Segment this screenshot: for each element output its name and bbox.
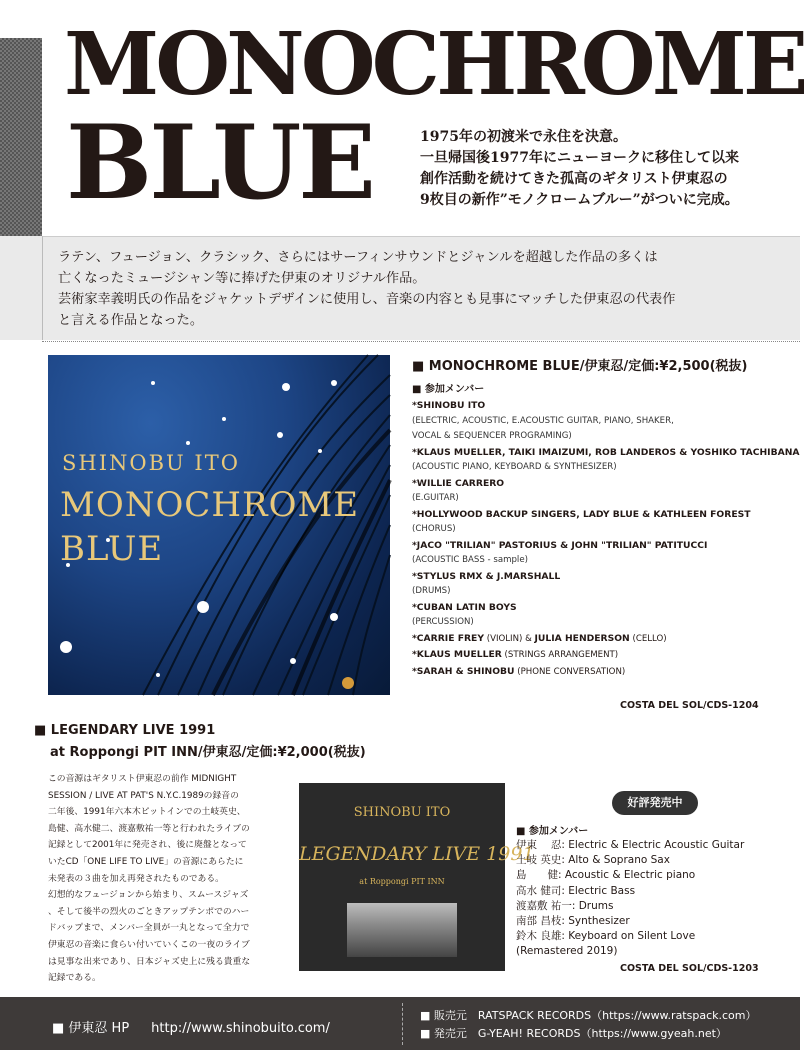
desc-line: 二年後、1991年六本木ピットインでの土岐英史、 xyxy=(48,807,246,818)
desc-line: は見事な出来であり、日本ジャズ史上に残る貴重な xyxy=(48,956,251,967)
credit-name: *WILLIE CARRERO xyxy=(412,477,505,489)
on-sale-badge: 好評発売中 xyxy=(612,791,698,815)
desc-line: 伊東忍の音楽に食らい付いていくこの一夜のライブ xyxy=(48,939,250,950)
credit-role: VOCAL & SEQUENCER PROGRAMING) xyxy=(412,431,572,441)
credit-role: (E.GUITAR) xyxy=(412,493,459,503)
desc-line: 、そして後半の烈火のごときアップテンポでのハー xyxy=(48,906,250,917)
decorative-checker-bar xyxy=(0,38,42,236)
footer xyxy=(0,997,800,1050)
credit-role: (ACOUSTIC BASS - sample) xyxy=(412,555,528,565)
album-title-line1: MONOCHROME xyxy=(64,14,804,115)
distributor[interactable]: ■ 発売元 G-YEAH! RECORDS（https://www.gyeah.net） xyxy=(420,1027,727,1040)
catalog-number: COSTA DEL SOL/CDS-1203 xyxy=(620,963,759,974)
intro-line: 芸術家幸義明氏の作品をジャケットデザインに使用し、音楽の内容とも見事にマッチした伊東忍の代表作 xyxy=(58,292,676,307)
desc-line: 記録である。 xyxy=(48,973,101,984)
cover-artist: SHINOBU ITO xyxy=(62,451,240,475)
sales-agent[interactable]: ■ 販売元 RATSPACK RECORDS（https://www.ratspack.com） xyxy=(420,1009,757,1022)
album2-description xyxy=(48,771,288,987)
credit-inline: *SARAH & SHINOBU (PHONE CONVERSATION) xyxy=(412,665,626,677)
homepage-link[interactable] xyxy=(52,1017,352,1036)
member-line: 高水 健司: Electric Bass xyxy=(516,884,636,897)
desc-line: 島健、高水健二、渡嘉敷祐一等と行われたライブの xyxy=(48,823,250,834)
desc-line: 未発表の３曲を加え再発されたものである。 xyxy=(48,873,224,884)
member-line: 島 健: Acoustic & Electric piano xyxy=(516,869,696,882)
monochrome-blue-cover xyxy=(48,355,390,695)
member-line: 鈴木 良雄: Keyboard on Silent Love xyxy=(516,930,696,943)
intro-line: ラテン、フュージョン、クラシック、さらにはサーフィンサウンドとジャンルを超越した作品の多くは xyxy=(58,250,658,265)
tagline xyxy=(420,127,790,211)
credit-role: (CHORUS) xyxy=(412,524,456,534)
desc-line: 記録として2001年に発売され、後に廃盤となって xyxy=(48,840,247,851)
desc-line: SESSION / LIVE AT PAT'S N.Y.C.1989の録音の xyxy=(48,790,239,801)
desc-line: ドバップまで、メンバー全員が一丸となって全力で xyxy=(48,923,250,934)
intro-line: と言える作品となった。 xyxy=(58,313,204,328)
credit-inline: *CARRIE FREY (VIOLIN) & JULIA HENDERSON (CELLO) xyxy=(412,632,667,644)
credit-name: *STYLUS RMX & J.MARSHALL xyxy=(412,570,561,582)
tagline-line: 9枚目の新作”モノクロームブルー”がついに完成。 xyxy=(420,192,739,208)
credit-name: *KLAUS MUELLER, TAIKI IMAIZUMI, ROB LANDEROS & YOSHIKO TACHIBANA xyxy=(412,446,800,458)
member-line: 土岐 英史: Alto & Soprano Sax xyxy=(516,854,670,867)
cover-title: MONOCHROME xyxy=(60,485,360,525)
credit-inline: *KLAUS MUELLER (STRINGS ARRANGEMENT) xyxy=(412,649,619,660)
members-heading: ■ 参加メンバー xyxy=(516,826,589,837)
credit-name: *CUBAN LATIN BOYS xyxy=(412,601,517,613)
member-line: 渡嘉敷 祐一: Drums xyxy=(516,899,614,912)
homepage-label: ■ 伊東忍 HP xyxy=(52,1021,130,1036)
desc-line: 幻想的なフュージョンから始まり、スムースジャズ xyxy=(48,890,249,901)
credit-role: (ELECTRIC, ACOUSTIC, E.ACOUSTIC GUITAR, PIANO, SHAKER, xyxy=(412,415,674,426)
album1-heading: ■ MONOCHROME BLUE/伊東忍/定価:¥2,500(税抜) xyxy=(412,359,748,374)
credit-role: (ACOUSTIC PIANO, KEYBOARD & SYNTHESIZER) xyxy=(412,462,617,472)
member-line: (Remastered 2019) xyxy=(516,945,618,958)
desc-line: この音源はギタリスト伊東忍の前作 MIDNIGHT xyxy=(48,774,237,784)
cover-artist: SHINOBU ITO xyxy=(353,805,451,820)
credit-name: *SHINOBU ITO xyxy=(412,400,486,411)
member-line: 伊東 忍: Electric & Electric Acoustic Guitar xyxy=(516,839,745,851)
member-line: 南部 昌枝: Synthesizer xyxy=(516,915,630,928)
credit-name: *JACO "TRILIAN" PASTORIUS & JOHN "TRILIAN" PATITUCCI xyxy=(412,539,708,551)
live-photo xyxy=(347,903,457,957)
credit-role: (PERCUSSION) xyxy=(412,617,474,627)
tagline-line: 一旦帰国後1977年にニューヨークに移住して以来 xyxy=(420,150,739,166)
members-heading: ■ 参加メンバー xyxy=(412,384,485,395)
cover-title: LEGENDARY LIVE 1991 xyxy=(299,843,535,865)
members-list xyxy=(516,838,744,960)
tagline-line: 創作活動を続けてきた孤高のギタリスト伊東忍の xyxy=(420,171,728,187)
divider xyxy=(42,236,800,237)
cover-title: BLUE xyxy=(60,529,164,569)
intro-text xyxy=(58,247,788,331)
dotted-divider xyxy=(42,341,800,342)
intro-line: 亡くなったミュージシャン等に捧げた伊東のオリジナル作品。 xyxy=(58,271,426,286)
credit-name: *HOLLYWOOD BACKUP SINGERS, LADY BLUE & KATHLEEN FOREST xyxy=(412,508,751,520)
credit-role: (DRUMS) xyxy=(412,586,451,596)
homepage-url[interactable]: http://www.shinobuito.com/ xyxy=(151,1021,330,1036)
footer-divider xyxy=(402,1003,403,1045)
album-title-line2: BLUE xyxy=(66,103,374,223)
desc-line: いたCD「ONE LIFE TO LIVE」の音源にあらたに xyxy=(48,856,244,867)
cover-subtitle: at Roppongi PIT INN xyxy=(359,877,445,886)
album2-heading-sub: at Roppongi PIT INN/伊東忍/定価:¥2,000(税抜) xyxy=(50,745,366,760)
tagline-line: 1975年の初渡米で永住を決意。 xyxy=(420,129,627,145)
cover-artwork xyxy=(48,355,390,695)
legendary-live-cover xyxy=(299,783,535,971)
divider xyxy=(42,236,43,340)
credits-list xyxy=(412,398,800,680)
album2-heading: ■ LEGENDARY LIVE 1991 xyxy=(34,723,216,738)
catalog-number: COSTA DEL SOL/CDS-1204 xyxy=(620,700,759,711)
